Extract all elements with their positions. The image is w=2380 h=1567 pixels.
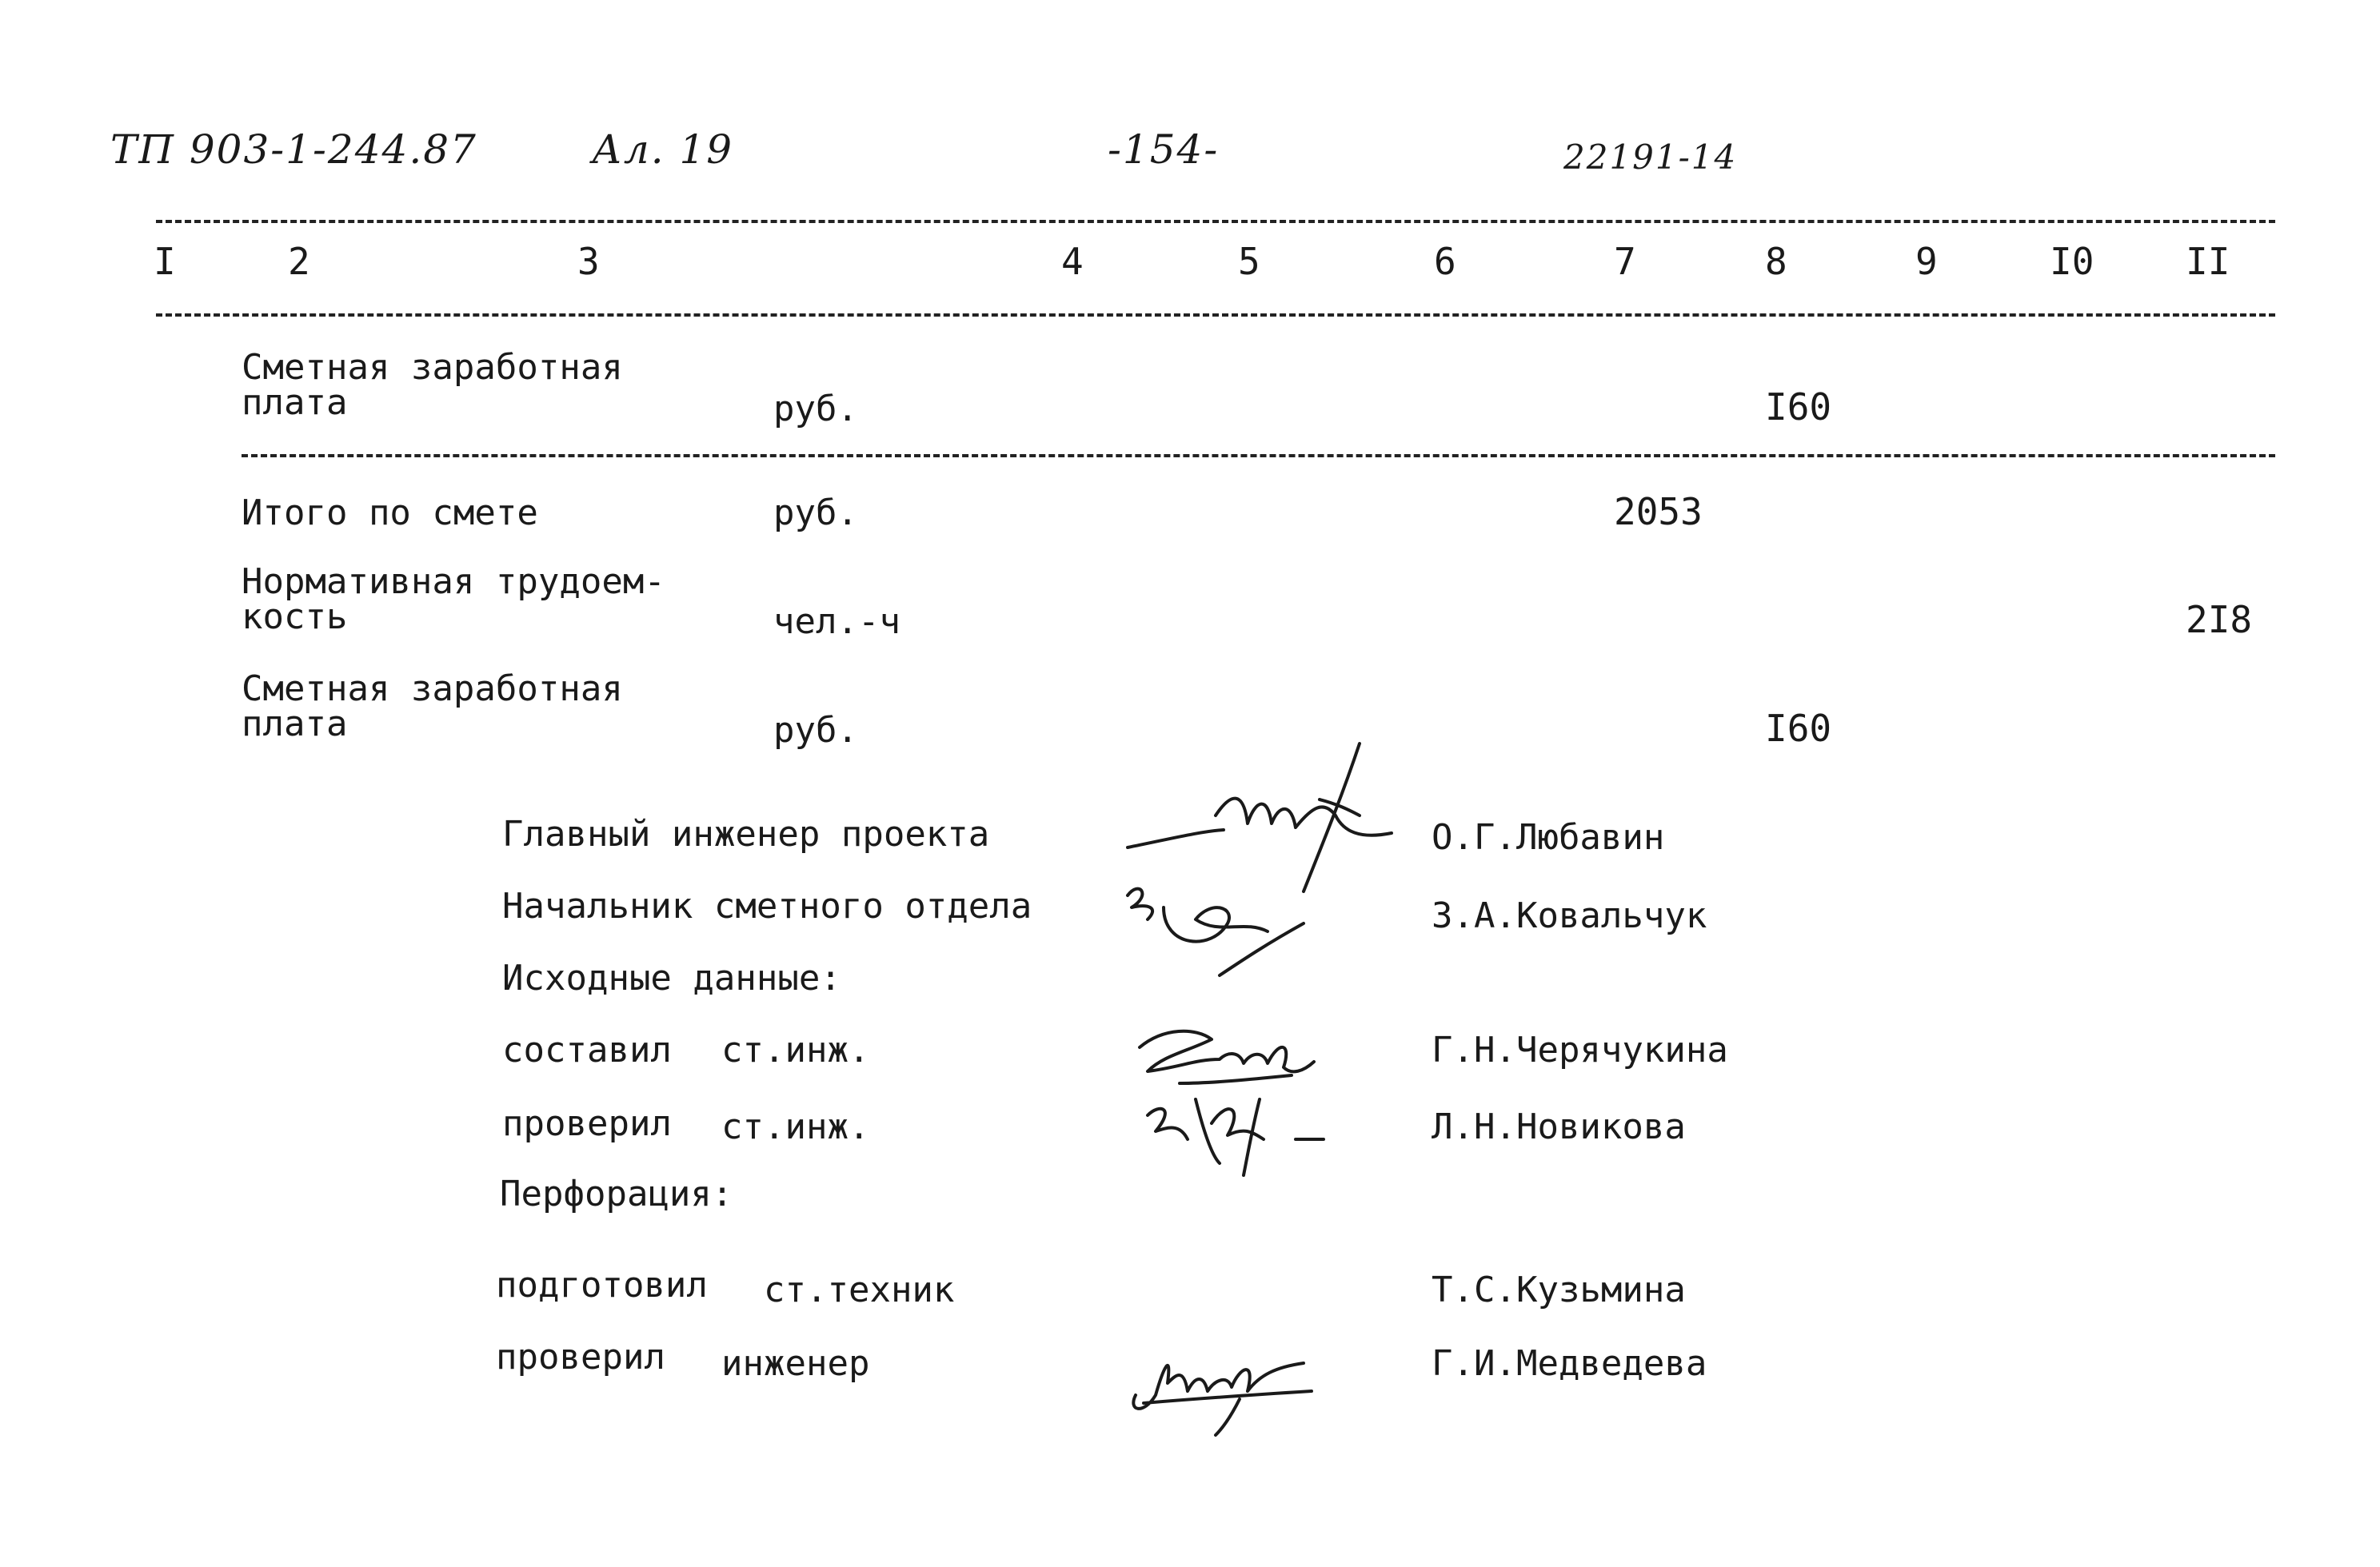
checked-name: Л.Н.Новикова: [1432, 1106, 1686, 1147]
checked2-name: Г.И.Медведева: [1432, 1343, 1707, 1384]
checked-role: ст.инж.: [721, 1106, 870, 1147]
page-number: -154-: [1108, 126, 1220, 173]
source-data-label: Исходные данные:: [502, 958, 841, 999]
row-4-unit: руб.: [773, 710, 858, 751]
chief-engineer-label: Главный инженер проекта: [502, 814, 990, 855]
row-3-name: Нормативная трудоем- кость: [242, 561, 665, 637]
estimates-head-label: Начальник сметного отдела: [502, 886, 1032, 927]
column-number-2: 2: [288, 240, 310, 283]
checked2-label: проверил: [496, 1337, 665, 1378]
prepared-label: подготовил: [496, 1265, 708, 1306]
signature-chief-engineer: [1120, 736, 1424, 895]
compiled-role: ст.инж.: [721, 1030, 870, 1071]
row-3-col11-value: 2I8: [2186, 598, 2253, 641]
table-header-rule: [156, 313, 2275, 317]
checked-label: проверил: [502, 1103, 672, 1144]
document-code: ТП 903-1-244.87: [110, 126, 477, 173]
sheet-label: Ал. 19: [592, 126, 734, 173]
signature-checked2: [1120, 1319, 1328, 1439]
row-3-unit: чел.-ч: [773, 601, 900, 642]
column-number-4: 4: [1061, 240, 1084, 283]
column-number-8: 8: [1765, 240, 1787, 283]
archive-number: 22191-14: [1563, 138, 1738, 177]
subtotal-rule: [242, 454, 2275, 457]
prepared-role: ст.техник: [764, 1270, 955, 1310]
row-1-col8-value: I60: [1765, 385, 1832, 429]
compiled-label: составил: [502, 1030, 672, 1071]
column-number-1: I: [154, 240, 176, 283]
chief-engineer-name: О.Г.Любавин: [1432, 817, 1665, 858]
column-number-6: 6: [1434, 240, 1456, 283]
column-number-10: I0: [2050, 240, 2094, 283]
signature-estimates-head: [1116, 875, 1324, 979]
prepared-name: Т.С.Кузьмина: [1432, 1270, 1686, 1310]
table-top-rule: [156, 220, 2275, 223]
row-4-name: Сметная заработная плата: [242, 668, 623, 744]
column-number-9: 9: [1915, 240, 1938, 283]
row-2-name: Итого по смете: [242, 492, 538, 533]
row-1-unit: руб.: [773, 389, 858, 429]
estimates-head-name: З.А.Ковальчук: [1432, 895, 1707, 936]
checked2-role: инженер: [721, 1343, 870, 1384]
column-number-7: 7: [1614, 240, 1636, 283]
column-number-3: 3: [577, 240, 600, 283]
compiled-name: Г.Н.Черячукина: [1432, 1030, 1728, 1071]
row-2-col7-value: 2053: [1614, 490, 1703, 533]
row-1-name: Сметная заработная плата: [242, 347, 623, 423]
column-number-11: II: [2186, 240, 2230, 283]
row-4-col8-value: I60: [1765, 707, 1832, 750]
column-number-5: 5: [1238, 240, 1260, 283]
row-2-unit: руб.: [773, 492, 858, 533]
signature-checked: [1132, 1083, 1340, 1179]
perforation-label: Перфорация:: [500, 1174, 733, 1214]
